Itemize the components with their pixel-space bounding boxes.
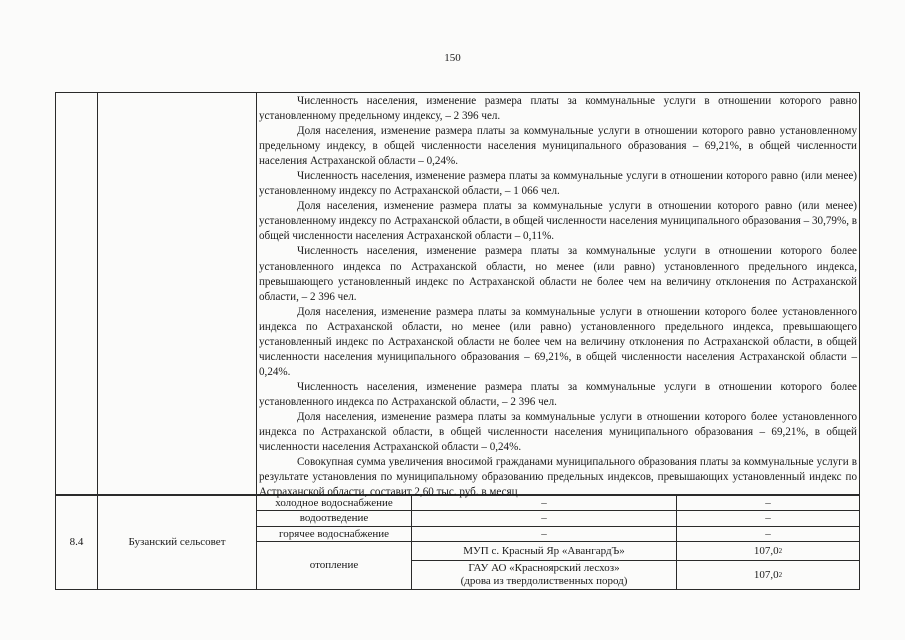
- service-value: –: [765, 496, 771, 509]
- service-org: –: [541, 496, 547, 509]
- heating-org-line: (дрова из твердолиственных пород): [460, 575, 628, 587]
- heating-value: 107,0 2: [753, 568, 783, 581]
- paragraph: Численность населения, изменение размера платы за коммунальные услуги в отношении которого равно установленному предельному индексу, – 2 396 чел.: [259, 95, 857, 123]
- heating-value-number: 107,0: [753, 544, 779, 557]
- service-value: –: [765, 512, 771, 524]
- table-right-border: [859, 92, 860, 590]
- service-name: холодное водоснабжение: [275, 496, 393, 509]
- heating-name: отопление: [309, 559, 359, 571]
- service-name: горячее водоснабжение: [279, 527, 389, 540]
- heating-org-line: ГАУ АО «Красноярский лесхоз»: [468, 562, 620, 574]
- paragraph: Численность населения, изменение размера платы за коммунальные услуги в отношении которого более установленного индекса по Астраханской области, но менее (или равно) установленного предельного индекса, превышающего установленный индекс по Астраханской области не более чем на величину отклонения по Астраханской области, – 2 396 чел.: [259, 245, 857, 303]
- paragraph: Доля населения, изменение размера платы за коммунальные услуги в отношении которого более установленного индекса по Астраханской области, но менее (или равно) установленного предельного индекса, превышающего установленный индекс по Астраханской области не более чем на величину отклонения по Астраханской области, в общей численности населения муниципального образования – 69,21%, в общей численности населения Астраханской области – 0,24%.: [259, 305, 857, 378]
- service-name: водоотведение: [299, 512, 369, 524]
- table-bottom-border: [55, 589, 860, 590]
- row-number: 8.4: [69, 536, 84, 548]
- municipality-name: Бузанский сельсовет: [128, 536, 226, 548]
- heating-org: [412, 561, 676, 589]
- paragraph: Доля населения, изменение размера платы за коммунальные услуги в отношении которого равно установленному предельному индексу, в общей численности населения муниципального образования – 69,21%, в общей численности населения Астраханской области – 0,24%.: [259, 125, 857, 168]
- paragraph: Совокупная сумма увеличения вносимой гражданами муниципального образования платы за коммунальные услуги в результате установления по муниципальному образованию предельных индексов, превышающих установленный индекс по Астраханской области, составит 2,60 тыс. руб. в месяц: [259, 456, 857, 499]
- description-text: [259, 94, 857, 500]
- paragraph: Доля населения, изменение размера платы за коммунальные услуги в отношении которого равно (или менее) установленному индексу по Астраханской области, в общей численности населения муниципального образования – 30,79%, в общей численности населения Астраханской области – 0,11%.: [259, 200, 857, 243]
- page-number: 150: [444, 52, 461, 64]
- paragraph: Численность населения, изменение размера платы за коммунальные услуги в отношении которого более установленного индекса по Астраханской области, – 2 396 чел.: [259, 380, 857, 408]
- heating-org: МУП с. Красный Яр «АвангардЪ»: [463, 544, 625, 557]
- service-org: –: [541, 512, 547, 524]
- heating-value-number: 107,0: [753, 568, 779, 581]
- service-org: –: [541, 527, 547, 540]
- paragraph: Доля населения, изменение размера платы за коммунальные услуги в отношении которого более установленного индекса по Астраханской области, в общей численности населения муниципального образования – 69,21%, в общей численности населения Астраханской области – 0,24%.: [259, 410, 857, 454]
- service-value: –: [765, 527, 771, 540]
- table-top-border: [55, 92, 860, 93]
- paragraph: Численность населения, изменение размера платы за коммунальные услуги в отношении которого равно (или менее) установленному индексу по Астраханской области, – 1 066 чел.: [259, 170, 857, 198]
- heating-value: 107,0 2: [753, 544, 783, 557]
